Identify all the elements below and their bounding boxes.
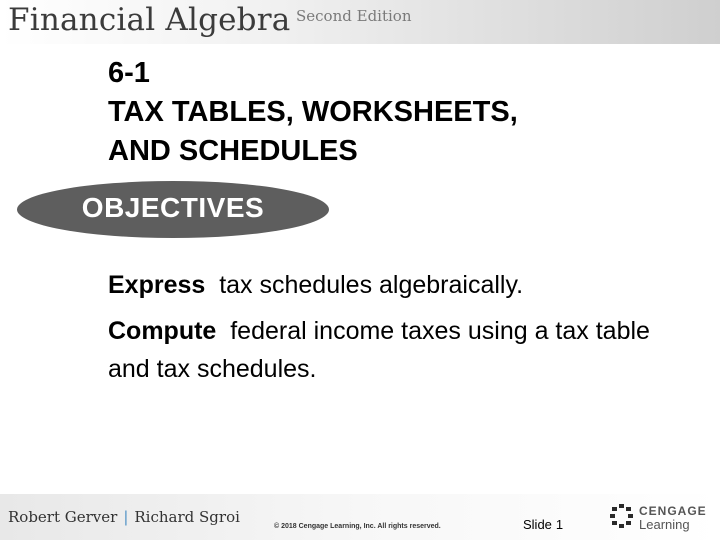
footer-bar	[0, 494, 720, 540]
objective-item	[108, 266, 698, 304]
logo-brand: CENGAGE	[639, 504, 707, 518]
objectives-badge	[17, 181, 329, 238]
lesson-number: 6-1	[108, 57, 150, 89]
logo-subtitle: Learning	[639, 517, 690, 532]
slide-number	[523, 517, 563, 532]
cengage-logo	[610, 500, 718, 536]
objective-text: federal income taxes using a tax table and tax schedules.	[108, 317, 650, 383]
objective-verb: Compute	[108, 317, 217, 345]
author-name: Robert Gerver	[8, 508, 118, 526]
objective-text: tax schedules algebraically.	[219, 271, 524, 299]
lesson-heading	[108, 54, 708, 171]
cengage-mark-icon	[610, 503, 634, 529]
objectives-label: OBJECTIVES	[81, 192, 265, 223]
authors	[8, 508, 240, 526]
header-banner	[0, 0, 720, 44]
edition-label: Second Edition	[296, 7, 412, 25]
author-separator: |	[123, 508, 129, 526]
author-name: Richard Sgroi	[134, 508, 240, 526]
objective-item	[108, 312, 698, 388]
objective-verb: Express	[108, 271, 206, 299]
book-title: Financial Algebra	[8, 2, 291, 38]
lesson-title-line-1: TAX TABLES, WORKSHEETS,	[108, 96, 518, 128]
slide-value: 1	[555, 517, 564, 532]
copyright-notice: © 2018 Cengage Learning, Inc. All rights reserved.	[274, 523, 441, 530]
slide-label: Slide	[523, 517, 552, 532]
lesson-title-line-2: AND SCHEDULES	[108, 135, 358, 167]
